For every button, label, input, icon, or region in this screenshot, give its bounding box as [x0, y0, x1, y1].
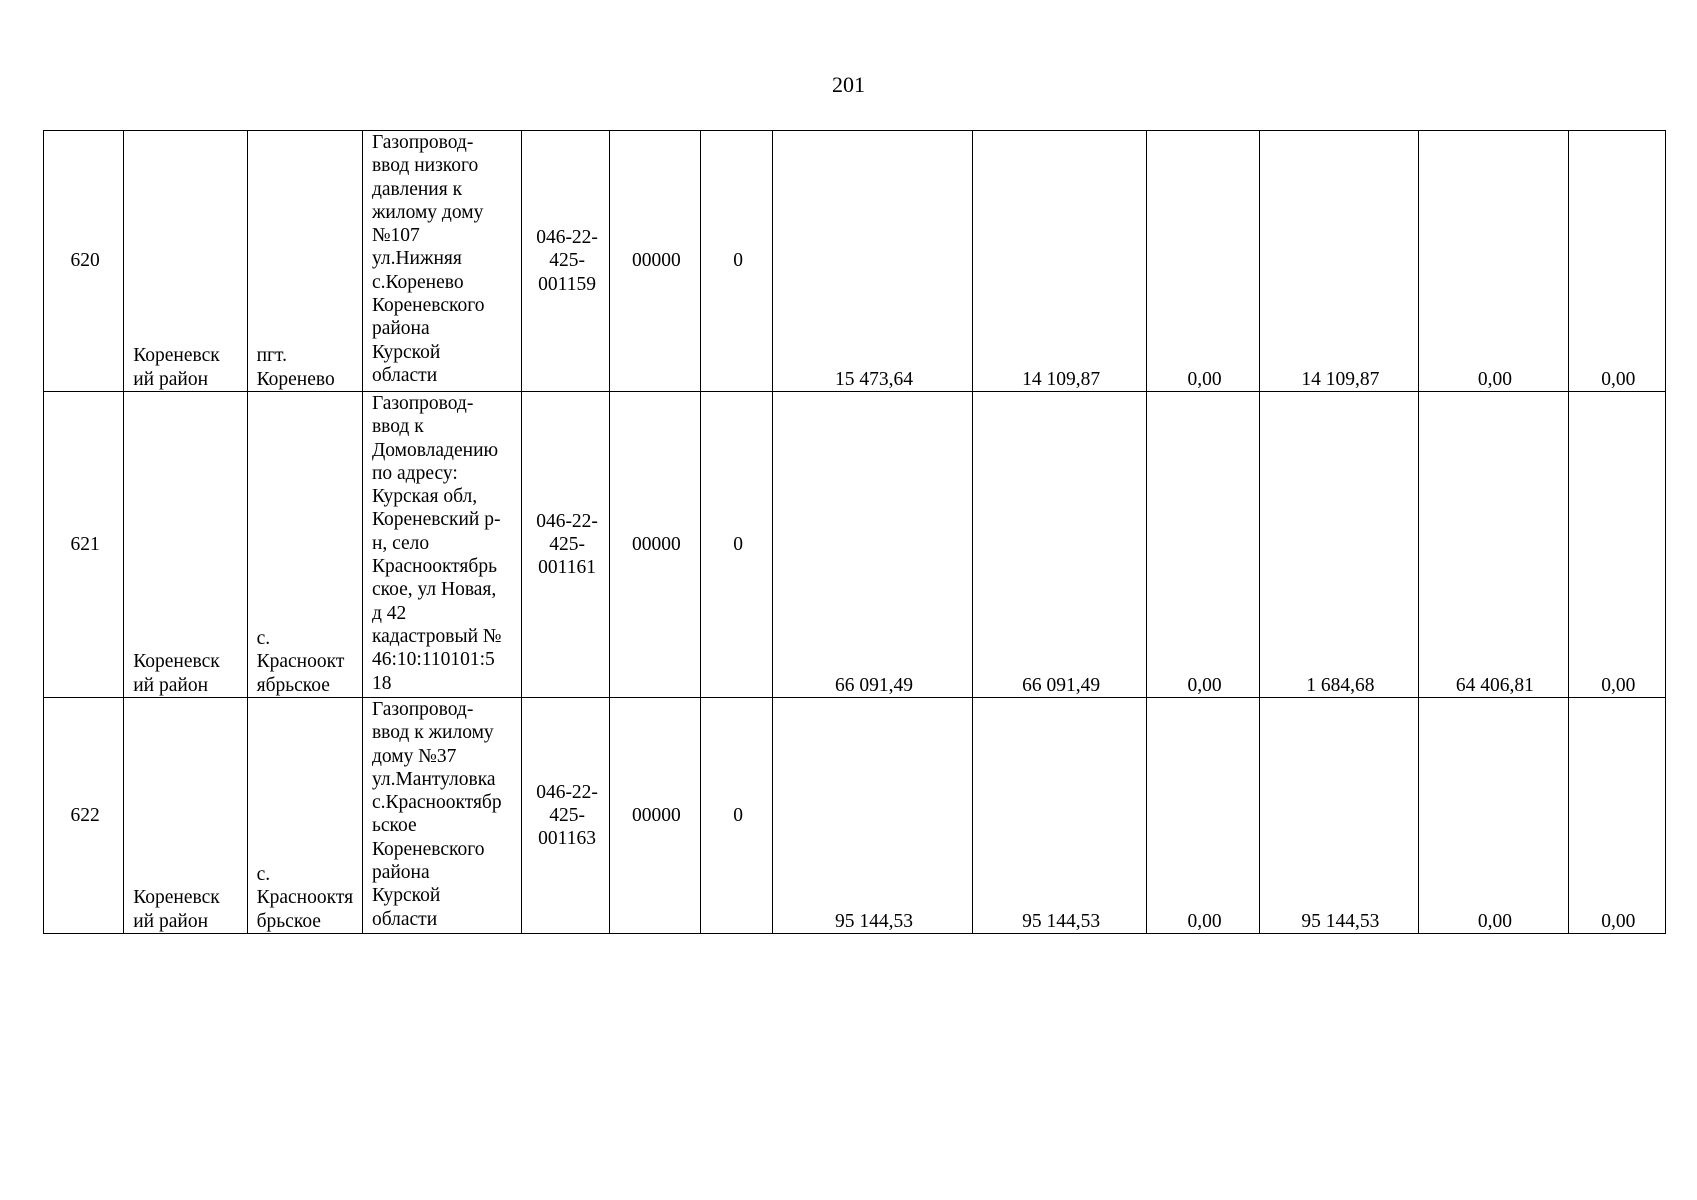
description-cell: Газопровод- ввод к жилому дому №37 ул.Мантуловка с.Краснооктябр ьское Кореневского района Курской области: [362, 698, 521, 934]
value-2-cell: 14 109,87: [972, 131, 1147, 392]
registry-code-cell: 046-22- 425- 001159: [522, 131, 609, 392]
value-2-cell: 66 091,49: [972, 392, 1147, 698]
value-4-cell: 14 109,87: [1259, 131, 1418, 392]
district-cell: Кореневск ий район: [124, 392, 247, 698]
registry-table: [43, 130, 1666, 934]
value-1-cell: 66 091,49: [773, 392, 973, 698]
value-5-cell: 0,00: [1419, 131, 1568, 392]
value-5-cell: 64 406,81: [1419, 392, 1568, 698]
page-number: 201: [832, 72, 865, 97]
row-index-cell: 622: [44, 698, 124, 934]
value-4-cell: 95 144,53: [1259, 698, 1418, 934]
district-cell: Кореневск ий район: [124, 698, 247, 934]
registry-code-cell: 046-22- 425- 001161: [522, 392, 609, 698]
value-1-cell: 15 473,64: [773, 131, 973, 392]
row-index-cell: 620: [44, 131, 124, 392]
description-cell: Газопровод- ввод низкого давления к жилому дому №107 ул.Нижняя с.Коренево Кореневского района Курской области: [362, 131, 521, 392]
table-row: [44, 131, 1666, 392]
code-a-cell: 00000: [609, 698, 700, 934]
locality-cell: с. Красноокт ябрьское: [247, 392, 362, 698]
value-2-cell: 95 144,53: [972, 698, 1147, 934]
value-6-cell: 0,00: [1568, 698, 1665, 934]
value-5-cell: 0,00: [1419, 698, 1568, 934]
value-3-cell: 0,00: [1147, 392, 1259, 698]
code-a-cell: 00000: [609, 131, 700, 392]
locality-cell: с. Краснооктя брьское: [247, 698, 362, 934]
code-b-cell: 0: [700, 131, 772, 392]
value-6-cell: 0,00: [1568, 131, 1665, 392]
code-b-cell: 0: [700, 698, 772, 934]
table-row: [44, 392, 1666, 698]
value-4-cell: 1 684,68: [1259, 392, 1418, 698]
code-a-cell: 00000: [609, 392, 700, 698]
value-3-cell: 0,00: [1147, 131, 1259, 392]
value-3-cell: 0,00: [1147, 698, 1259, 934]
code-b-cell: 0: [700, 392, 772, 698]
description-cell: Газопровод- ввод к Домовладению по адресу: Курская обл, Кореневский р- н, село Краснооктябрь ское, ул Новая, д 42 кадастровый № 46:10:110101:5 18: [362, 392, 521, 698]
registry-code-cell: 046-22- 425- 001163: [522, 698, 609, 934]
row-index-cell: 621: [44, 392, 124, 698]
value-1-cell: 95 144,53: [773, 698, 973, 934]
table-row: [44, 698, 1666, 934]
value-6-cell: 0,00: [1568, 392, 1665, 698]
district-cell: Кореневск ий район: [124, 131, 247, 392]
locality-cell: пгт. Коренево: [247, 131, 362, 392]
